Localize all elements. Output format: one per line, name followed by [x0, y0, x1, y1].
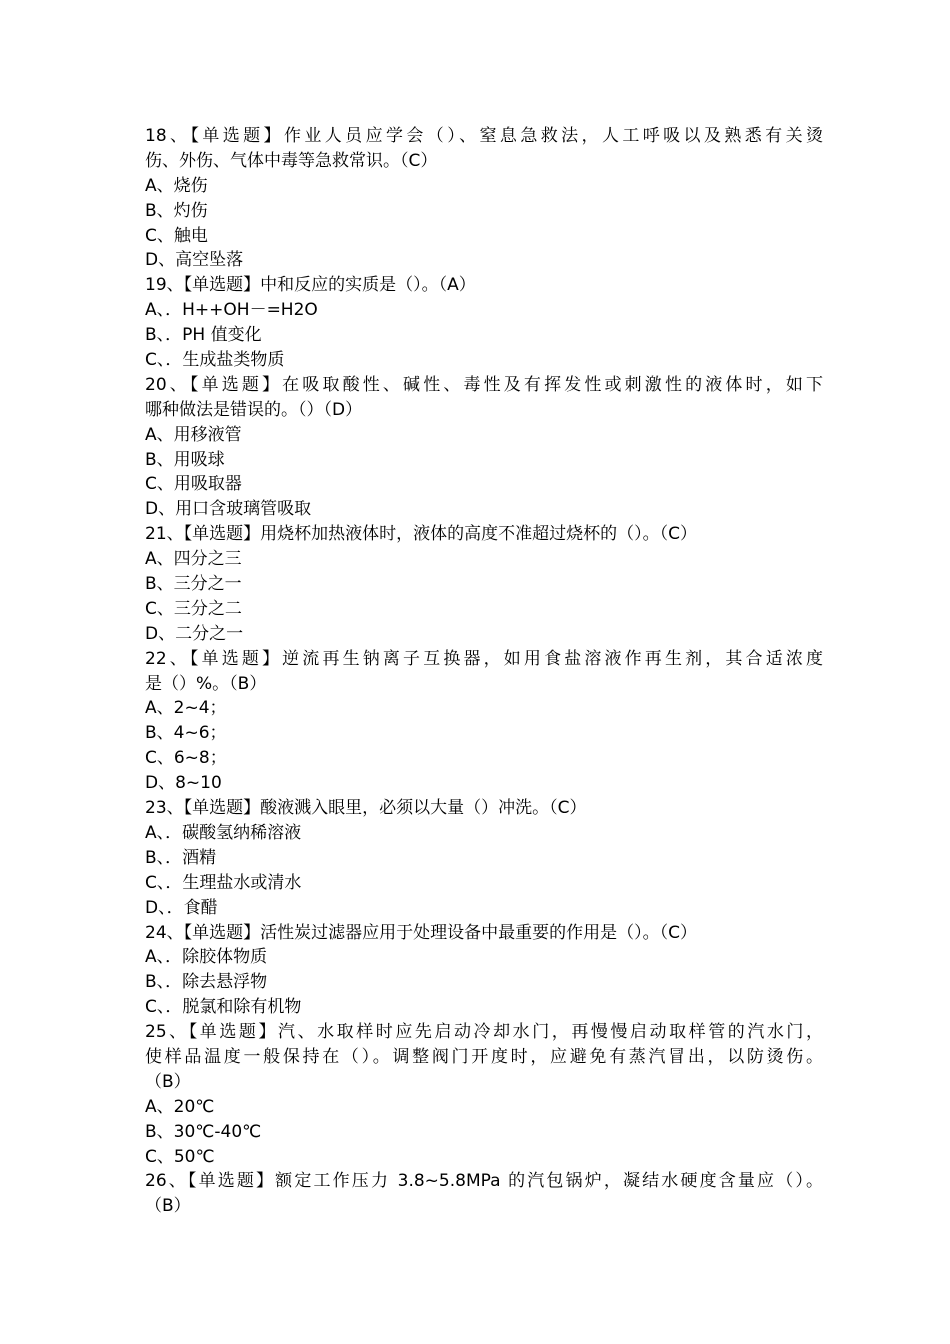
- question-stem-line: （B）: [145, 1196, 191, 1217]
- question-19: [145, 273, 823, 373]
- option-c: C、用吸取器: [145, 474, 242, 495]
- question-stem-line: 21、【单选题】用烧杯加热液体时，液体的高度不准超过烧杯的（）。（C）: [145, 524, 698, 545]
- option-a: A、烧伤: [145, 175, 208, 196]
- option-c: C、三分之二: [145, 598, 242, 619]
- question-stem-line: 23、【单选题】酸液溅入眼里，必须以大量（）冲洗。（C）: [145, 798, 587, 819]
- option-a: A、．碳酸氢纳稀溶液: [145, 822, 302, 843]
- question-22: [145, 647, 823, 796]
- question-stem-line: 20、【单选题】在吸取酸性、碱性、毒性及有挥发性或刺激性的液体时，如下: [145, 374, 823, 395]
- option-c: C、．脱氯和除有机物: [145, 997, 302, 1018]
- question-21: [145, 522, 823, 646]
- question-stem-line: 22、【单选题】逆流再生钠离子互换器，如用食盐溶液作再生剂，其合适浓度: [145, 648, 823, 669]
- question-25: [145, 1020, 823, 1169]
- question-stem-line: 伤、外伤、气体中毒等急救常识。（C）: [145, 150, 438, 171]
- option-d: D、二分之一: [145, 623, 244, 644]
- option-a: A、．除胶体物质: [145, 947, 268, 968]
- option-c: C、．生理盐水或清水: [145, 872, 302, 893]
- option-c: C、触电: [145, 225, 208, 246]
- question-stem-line: 26、【单选题】额定工作压力 3.8~5.8MPa 的汽包锅炉，凝结水硬度含量应（）。: [145, 1171, 823, 1192]
- question-stem-line: 使样品温度一般保持在（）。调整阀门开度时，应避免有蒸汽冒出，以防烫伤。: [145, 1046, 823, 1067]
- option-a: A、20℃: [145, 1096, 215, 1117]
- question-stem-line: 是（）%。（B）: [145, 673, 267, 694]
- option-b: B、30℃-40℃: [145, 1121, 262, 1142]
- option-b: B、三分之一: [145, 574, 242, 595]
- option-a: A、．H++OH－=H2O: [145, 300, 318, 321]
- option-b: B、用吸球: [145, 449, 225, 470]
- question-20: [145, 373, 823, 522]
- question-23: [145, 796, 823, 920]
- option-d: D、用口含玻璃管吸取: [145, 499, 312, 520]
- question-stem-line: 18、【单选题】作业人员应学会（）、窒息急救法，人工呼吸以及熟悉有关烫: [145, 126, 823, 146]
- option-b: B、．除去悬浮物: [145, 972, 268, 993]
- question-stem-line: （B）: [145, 1071, 191, 1092]
- question-stem-line: 哪种做法是错误的。（）（D）: [145, 399, 363, 420]
- option-c: C、6~8；: [145, 748, 227, 769]
- option-a: A、四分之三: [145, 549, 242, 570]
- option-d: D、高空坠落: [145, 250, 244, 271]
- question-18: [145, 124, 823, 273]
- option-b: B、．PH 值变化: [145, 325, 262, 346]
- question-stem-line: 19、【单选题】中和反应的实质是（）。（A）: [145, 275, 476, 296]
- question-stem-line: 25、【单选题】汽、水取样时应先启动冷却水门，再慢慢启动取样管的汽水门，: [145, 1022, 823, 1043]
- option-a: A、用移液管: [145, 424, 242, 445]
- option-b: B、灼伤: [145, 200, 208, 221]
- option-b: B、．酒精: [145, 847, 217, 868]
- option-c: C、．生成盐类物质: [145, 350, 285, 371]
- question-26: [145, 1169, 823, 1219]
- option-c: C、50℃: [145, 1146, 215, 1167]
- option-d: D、8~10: [145, 773, 222, 794]
- option-d: D、．食醋: [145, 897, 218, 918]
- document-page: [145, 124, 823, 1219]
- option-b: B、4~6；: [145, 723, 227, 744]
- option-a: A、2~4；: [145, 698, 227, 719]
- question-stem-line: 24、【单选题】活性炭过滤器应用于处理设备中最重要的作用是（）。（C）: [145, 922, 698, 943]
- question-24: [145, 921, 823, 1021]
